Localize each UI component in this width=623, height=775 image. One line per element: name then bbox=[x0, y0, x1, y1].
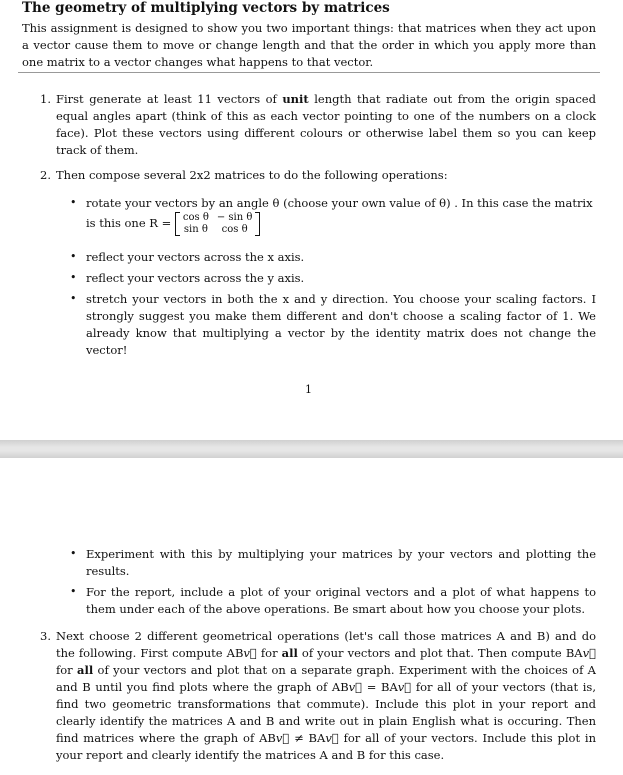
page-title: The geometry of multiplying vectors by matrices bbox=[22, 0, 390, 16]
item-3-all-2: all bbox=[77, 663, 94, 677]
item-1-text-a: First generate at least 11 vectors of bbox=[56, 92, 283, 106]
bullet-icon: • bbox=[70, 271, 77, 284]
item-2-bullet-1b: is this one R = bbox=[86, 216, 172, 230]
matrix-r1c2: − sin θ bbox=[216, 212, 253, 223]
item-3-t7: for all of your vectors (that is, find two geometric transformations that commute). Include this plot in your report and clearly identify the matrices A and B and write out in plain English what is occuring. Then find matrices where the graph of AB bbox=[56, 680, 596, 745]
item-2-bullet-4: stretch your vectors in both the x and y direction. You choose your scaling factors. I strongly suggest you make them different and don't choose a scaling factor of 1. We already know that multiplying a vector by the identity matrix does not change the vector! bbox=[86, 292, 596, 357]
matrix-r2c1: sin θ bbox=[183, 224, 208, 235]
rotation-line bbox=[86, 212, 260, 236]
vec-v: v⃗ bbox=[325, 731, 339, 745]
bullet-icon: • bbox=[70, 250, 77, 263]
vec-v: v⃗ bbox=[243, 646, 257, 660]
item-1-number: 1. bbox=[40, 92, 51, 106]
item-3-all-1: all bbox=[281, 646, 298, 660]
item-2-number: 2. bbox=[40, 168, 51, 182]
bullet-icon: • bbox=[70, 585, 77, 598]
item-3-number: 3. bbox=[40, 629, 51, 643]
item-3-t4: for bbox=[56, 663, 78, 677]
page-2 bbox=[0, 458, 623, 775]
item-1-text-b: length that radiate out from the origin spaced equal angles apart (think of this as each vector pointing to one of the numbers on a clock face). Plot these vectors using different colours or otherwise label them so you can keep track of them. bbox=[56, 92, 596, 157]
bullet-icon: • bbox=[70, 196, 77, 209]
item-2-bullet-5: Experiment with this by multiplying your matrices by your vectors and plotting the results. bbox=[86, 547, 596, 578]
matrix-r1c1: cos θ bbox=[182, 212, 209, 223]
item-1-text bbox=[56, 91, 596, 159]
vec-v: v⃗ bbox=[397, 680, 412, 694]
item-3-text bbox=[56, 628, 596, 764]
page-number: 1 bbox=[305, 383, 312, 396]
item-2-bullet-1a: rotate your vectors by an angle θ (choose your own value of θ) . In this case the matrix bbox=[86, 196, 593, 210]
rotation-matrix bbox=[175, 212, 260, 236]
intro-paragraph: This assignment is designed to show you two important things: that matrices when they act upon a vector cause them to move or change length and that the order in which you apply more than one matrix to a vector changes what happens to that vector. bbox=[22, 21, 596, 69]
item-3-t1: Next choose 2 different geometrical operations (let's call those matrices A and B) and do the following. First compute AB bbox=[56, 629, 596, 660]
item-2-bullet-6: For the report, include a plot of your original vectors and a plot of what happens to them under each of the above operations. Be smart about how you choose your plots. bbox=[86, 585, 596, 616]
item-3-t3: of your vectors and plot that. Then compute BA bbox=[297, 646, 583, 660]
bullet-icon: • bbox=[70, 292, 77, 305]
item-1-bold: unit bbox=[282, 92, 309, 106]
item-2-text: Then compose several 2x2 matrices to do the following operations: bbox=[56, 168, 448, 182]
item-3-t9: for all of your vectors. Include this plot in your report and clearly identify the matrices A and B for this case. bbox=[56, 731, 596, 762]
vec-v: v⃗ bbox=[275, 731, 290, 745]
vec-v: v⃗ bbox=[582, 646, 596, 660]
item-3-t2: for bbox=[256, 646, 282, 660]
vec-v: v⃗ bbox=[348, 680, 363, 694]
item-3-t5: of your vectors and plot that on a separate graph. Experiment with the choices of A and B until you find plots where the graph of AB bbox=[56, 663, 596, 694]
item-2-bullet-3: reflect your vectors across the y axis. bbox=[86, 271, 305, 285]
item-2-bullet-2: reflect your vectors across the x axis. bbox=[86, 250, 305, 264]
item-3-t8: ≠ BA bbox=[289, 731, 326, 745]
bullet-icon: • bbox=[70, 547, 77, 560]
matrix-r2c2: cos θ bbox=[221, 224, 248, 235]
page-break bbox=[0, 440, 623, 458]
item-3-t6: = BA bbox=[362, 680, 398, 694]
